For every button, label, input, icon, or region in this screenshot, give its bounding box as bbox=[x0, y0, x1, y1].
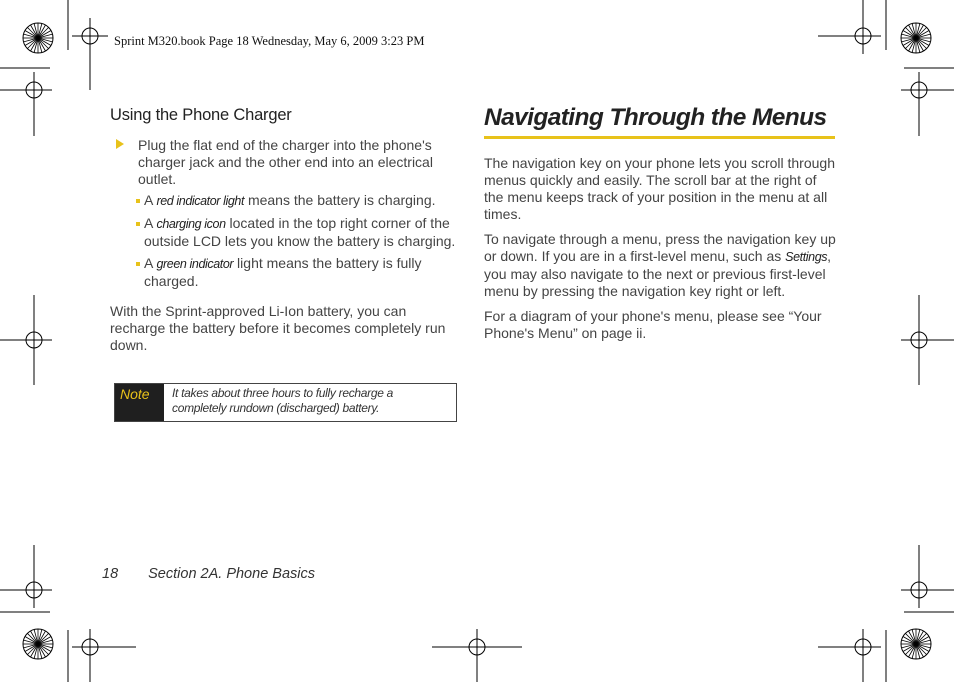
indicator-list bbox=[110, 192, 460, 290]
list-item-prefix: A bbox=[144, 192, 153, 208]
list-item-prefix: A bbox=[144, 255, 153, 271]
list-item-term: red indicator light bbox=[156, 194, 245, 208]
list-item bbox=[110, 255, 460, 290]
page-title: Navigating Through the Menus bbox=[484, 104, 827, 131]
list-item bbox=[110, 215, 460, 250]
paragraph-3: For a diagram of your phone's menu, please see “Your Phone's Menu” on page ii. bbox=[484, 308, 822, 341]
section-title: Section 2A. Phone Basics bbox=[148, 566, 315, 582]
paragraph-1: The navigation key on your phone lets you scroll through menus quickly and easily. The scroll bar at the right of the menu keeps track of your position in the menu at all times. bbox=[484, 155, 835, 222]
note-box bbox=[114, 383, 457, 422]
note-label: Note bbox=[115, 384, 164, 421]
list-item-term: charging icon bbox=[156, 217, 226, 231]
heading-rule bbox=[484, 136, 835, 139]
square-bullet-icon bbox=[136, 262, 140, 266]
subheading: Using the Phone Charger bbox=[110, 106, 292, 124]
note-text: It takes about three hours to fully recharge a completely rundown (discharged) battery. bbox=[172, 386, 394, 415]
list-item-text: means the battery is charging. bbox=[244, 192, 436, 208]
list-item-term: green indicator bbox=[156, 257, 234, 271]
paragraph-2 bbox=[484, 231, 836, 300]
list-item-text: light means the battery is fully charged. bbox=[144, 255, 422, 289]
step-text: Plug the flat end of the charger into the phone's charger jack and the other end into an electrical outlet. bbox=[138, 137, 433, 187]
list-item bbox=[110, 192, 460, 210]
instruction-step bbox=[110, 137, 460, 188]
right-column bbox=[484, 104, 836, 350]
list-item-text: located in the top right corner of the outside LCD lets you know the battery is charging. bbox=[144, 215, 456, 249]
list-item-prefix: A bbox=[144, 215, 153, 231]
square-bullet-icon bbox=[136, 222, 140, 226]
left-column bbox=[110, 106, 460, 354]
paragraph-2-end: , you may also navigate to the next or previous first-level menu by pressing the navigation key right or left. bbox=[484, 248, 831, 299]
arrow-bullet-icon bbox=[116, 139, 124, 149]
print-header: Sprint M320.book Page 18 Wednesday, May 6, 2009 3:23 PM bbox=[114, 34, 425, 48]
paragraph-2-start: To navigate through a menu, press the navigation key up or down. If you are in a first-level menu, such as bbox=[484, 231, 836, 264]
square-bullet-icon bbox=[136, 199, 140, 203]
page-number: 18 bbox=[102, 566, 119, 582]
battery-paragraph: With the Sprint-approved Li-Ion battery, you can recharge the battery before it becomes completely run down. bbox=[110, 303, 446, 353]
settings-term: Settings bbox=[785, 250, 828, 264]
page-footer bbox=[102, 566, 315, 582]
